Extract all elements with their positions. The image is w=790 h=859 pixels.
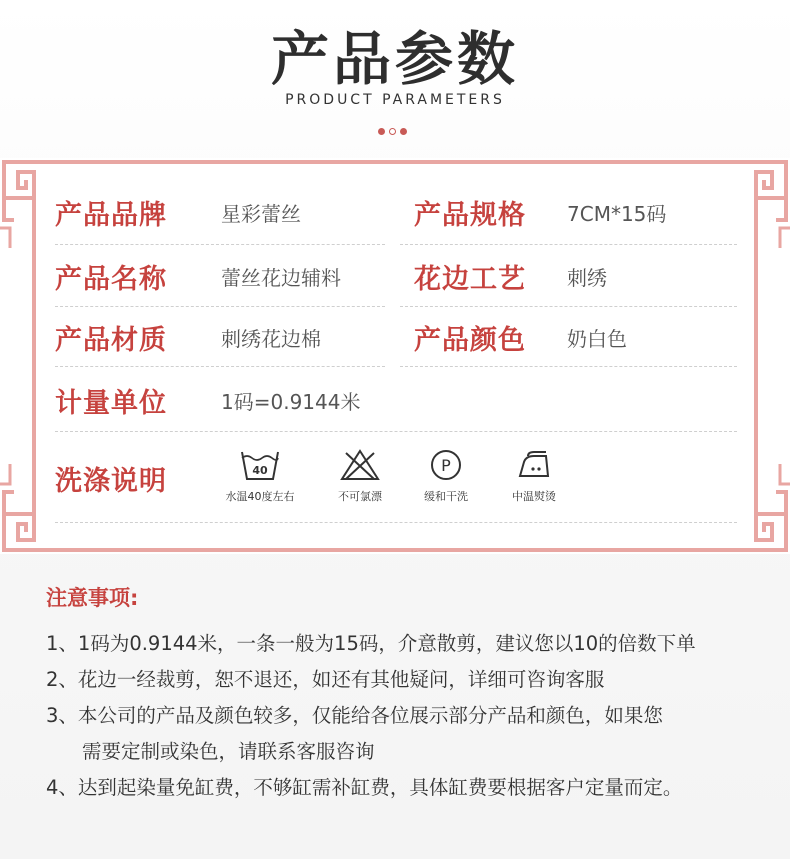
row-divider	[55, 244, 385, 245]
care-label: 水温40度左右	[225, 490, 295, 503]
row-divider	[400, 306, 737, 307]
unit-label: 计量单位	[55, 387, 167, 419]
row-divider	[55, 431, 737, 432]
dot-icon	[400, 128, 407, 135]
brand-value: 星彩蕾丝	[221, 201, 301, 226]
unit-value: 1码=0.9144米	[221, 389, 361, 414]
dot-icon	[378, 128, 385, 135]
craft-label: 花边工艺	[414, 263, 526, 295]
page-title: 产品参数	[270, 25, 519, 93]
notes-title: 注意事项:	[46, 586, 139, 610]
material-label: 产品材质	[55, 324, 167, 356]
spec-label: 产品规格	[414, 199, 526, 231]
note-item: 3、本公司的产品及颜色较多，仅能给各位展示部分产品和颜色，如果您	[46, 704, 663, 727]
care-item-bleach	[322, 448, 398, 504]
param-row-unit	[55, 368, 737, 432]
row-divider	[400, 366, 737, 367]
brand-label: 产品品牌	[55, 199, 167, 231]
param-row-material	[55, 308, 737, 366]
parameter-panel	[0, 158, 790, 554]
row-divider	[55, 306, 385, 307]
care-item-iron	[496, 448, 572, 504]
param-row-name	[55, 246, 737, 306]
note-item: 4、达到起染量免缸费，不够缸需补缸费，具体缸费要根据客户定量而定。	[46, 776, 683, 799]
spec-value: 7CM*15码	[567, 201, 667, 226]
name-label: 产品名称	[55, 263, 167, 295]
care-label: 不可氯漂	[338, 490, 382, 503]
row-divider	[400, 244, 737, 245]
row-divider	[55, 522, 737, 523]
decor-dots	[378, 126, 414, 136]
name-value: 蕾丝花边辅料	[221, 265, 341, 290]
svg-text:P: P	[441, 456, 451, 475]
note-item: 1、1码为0.9144米，一条一般为15码，介意散剪，建议您以10的倍数下单	[46, 632, 696, 655]
care-item-wash	[218, 448, 302, 504]
svg-text:40: 40	[252, 464, 268, 477]
row-divider	[55, 366, 385, 367]
page-subtitle: PRODUCT PARAMETERS	[285, 92, 505, 108]
dry-clean-p-icon	[426, 448, 466, 482]
color-value: 奶白色	[567, 326, 627, 351]
care-item-dryclean	[408, 448, 484, 504]
craft-value: 刺绣	[567, 265, 607, 290]
no-bleach-icon	[340, 448, 380, 482]
note-item: 需要定制或染色，请联系客服咨询	[82, 740, 375, 763]
wash-40-icon	[240, 448, 280, 482]
material-value: 刺绣花边棉	[221, 326, 321, 351]
color-label: 产品颜色	[414, 324, 526, 356]
dot-icon	[389, 128, 396, 135]
param-row-brand	[55, 180, 737, 244]
care-label: 缓和干洗	[424, 490, 468, 503]
note-item: 2、花边一经裁剪，恕不退还，如还有其他疑问，详细可咨询客服	[46, 668, 605, 691]
iron-medium-icon	[514, 448, 554, 482]
care-label: 中温熨烫	[512, 490, 556, 503]
wash-label: 洗涤说明	[55, 465, 167, 497]
